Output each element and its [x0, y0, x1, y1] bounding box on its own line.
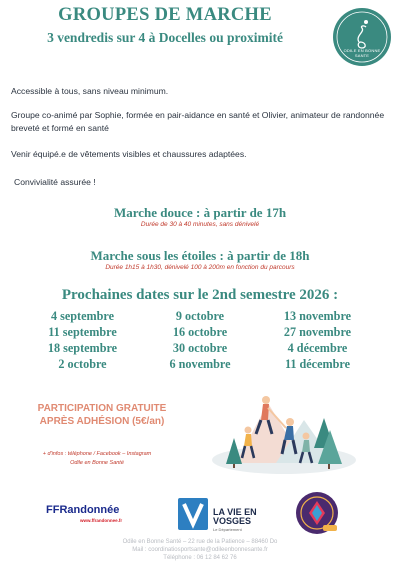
date-item: 13 novembre — [283, 309, 352, 323]
date-item: 30 octobre — [172, 341, 228, 355]
intro-accessible: Accessible à tous, sans niveau minimum. — [11, 86, 169, 96]
page-title: GROUPES DE MARCHE — [58, 5, 272, 25]
date-item: 18 septembre — [47, 341, 118, 355]
dates-row — [24, 340, 376, 356]
date-item: 4 décembre — [287, 341, 348, 355]
dates-grid — [24, 308, 376, 372]
vosges-logo-icon — [178, 498, 208, 530]
participation-line2: APRÈS ADHÉSION (5€/an) — [39, 416, 165, 427]
sport-sante-badge-icon — [295, 491, 339, 535]
date-item: 16 octobre — [172, 325, 228, 339]
dates-row — [24, 308, 376, 324]
ffrandonnee-logo — [46, 504, 119, 516]
marche-douce-detail: Durée de 30 à 40 minutes, sans dénivelé — [140, 221, 260, 228]
date-item: 2 octobre — [58, 357, 107, 371]
dates-heading: Prochaines dates sur le 2nd semestre 2026 : — [61, 287, 339, 303]
marche-etoiles-detail: Durée 1h15 à 1h30, dénivelé 100 à 200m en fonction du parcours — [105, 264, 295, 271]
marche-douce-title: Marche douce : à partir de 17h — [113, 205, 287, 220]
date-item: 27 novembre — [283, 325, 352, 339]
date-item: 6 novembre — [169, 357, 231, 371]
participation-line1: PARTICIPATION GRATUITE — [37, 403, 167, 414]
intro-conviviality: Convivialité assurée ! — [14, 177, 96, 187]
dates-row — [24, 324, 376, 340]
date-item: 9 octobre — [175, 309, 225, 323]
marche-etoiles-title: Marche sous les étoiles : à partir de 18h — [90, 248, 310, 263]
date-item: 11 décembre — [284, 357, 351, 371]
odile-logo — [333, 8, 391, 66]
ffr-url: www.ffrandonnee.fr — [80, 518, 123, 523]
info-line1: + d'infos : téléphone / Facebook – Instagram — [42, 451, 152, 457]
vosges-subtitle: Le Département — [213, 527, 242, 532]
footer-mail: Mail : coordinatiosportsante@odileenbonnesante.fr — [132, 547, 268, 553]
vosges-line2: VOSGES — [213, 516, 252, 526]
intro-equipment: Venir équipé.e de vêtements visibles et chaussures adaptées. — [11, 149, 247, 159]
date-item: 4 septembre — [50, 309, 115, 323]
vosges-logo-text — [213, 508, 257, 526]
info-line2: Odile en Bonne Santé — [70, 460, 124, 466]
vosges-line1: LA VIE EN — [213, 507, 257, 517]
logo-text: ODILE EN BONNE SANTE — [343, 48, 381, 58]
footer-address: Odile en Bonne Santé – 22 rue de la Patience – 88460 Do — [122, 539, 278, 545]
page-subtitle: 3 vendredis sur 4 à Docelles ou proximité — [47, 30, 283, 45]
footer-phone: Téléphone : 06 12 84 62 76 — [163, 555, 237, 561]
date-item: 11 septembre — [48, 325, 117, 339]
participation-notice — [22, 402, 182, 428]
dates-row — [24, 356, 376, 372]
info-block — [32, 450, 162, 468]
ffr-brand: FFRandonnée — [46, 504, 120, 516]
hikers-illustration — [206, 378, 356, 476]
intro-animators: Groupe co-animé par Sophie, formée en pair-aidance en santé et Olivier, animateur de randonnée breveté et formé en santé — [11, 110, 385, 133]
